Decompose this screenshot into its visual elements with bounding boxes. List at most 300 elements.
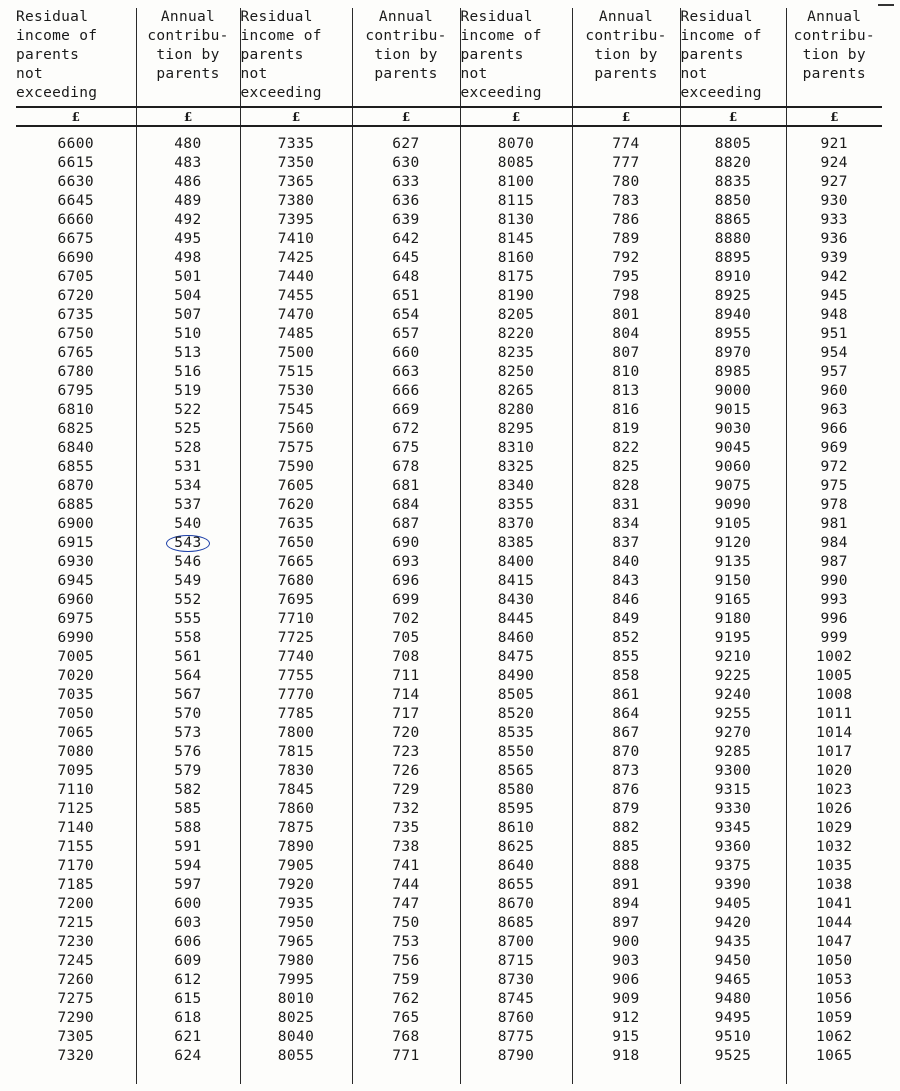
cell-value: 681: [392, 478, 420, 494]
cell-value: 6795: [57, 383, 95, 399]
annual-contribution-cell: [136, 895, 240, 914]
residual-income-cell: [460, 173, 572, 192]
cell-value: 483: [174, 155, 202, 171]
annual-contribution-cell: [786, 990, 882, 1009]
annual-contribution-cell: [572, 553, 680, 572]
residual-income-cell: [460, 382, 572, 401]
residual-income-cell: [680, 990, 786, 1009]
cell-value: 6915: [57, 535, 95, 551]
residual-income-cell: [460, 705, 572, 724]
annual-contribution-cell: [352, 933, 460, 952]
annual-contribution-cell: [352, 800, 460, 819]
cell-value: 7335: [277, 136, 315, 152]
annual-contribution-cell: [352, 192, 460, 211]
residual-income-cell: [16, 230, 136, 249]
table-body: [16, 126, 882, 1084]
cell-value: 8835: [714, 174, 752, 190]
cell-value: 8100: [497, 174, 535, 190]
annual-contribution-cell: [786, 648, 882, 667]
annual-contribution-cell: [352, 534, 460, 553]
annual-contribution-cell: [352, 458, 460, 477]
cell-value: 1008: [815, 687, 853, 703]
annual-contribution-cell: [352, 230, 460, 249]
cell-value: 7320: [57, 1048, 95, 1064]
residual-income-cell: [680, 1047, 786, 1066]
header-annual-contribution-3: Annual contribu- tion by parents: [572, 8, 680, 107]
cell-value: 1047: [815, 934, 853, 950]
cell-value: 9465: [714, 972, 752, 988]
annual-contribution-cell: [786, 914, 882, 933]
cell-value: 573: [174, 725, 202, 741]
cell-value: 873: [612, 763, 640, 779]
residual-income-cell: [460, 135, 572, 154]
residual-income-cell: [16, 800, 136, 819]
cell-value: 8040: [277, 1029, 315, 1045]
annual-contribution-cell: [572, 648, 680, 667]
header-residual-income-3: Residual income of parents not exceeding: [460, 8, 572, 107]
annual-contribution-cell: [352, 743, 460, 762]
annual-contribution-cell: [572, 914, 680, 933]
residual-income-cell: [16, 857, 136, 876]
residual-income-cell: [680, 439, 786, 458]
annual-contribution-cell: [136, 344, 240, 363]
annual-contribution-cell: [136, 192, 240, 211]
residual-income-cell: [680, 211, 786, 230]
cell-value: 8745: [497, 991, 535, 1007]
cell-value: 7755: [277, 668, 315, 684]
annual-contribution-cell: [786, 857, 882, 876]
annual-contribution-cell: [136, 515, 240, 534]
annual-contribution-cell: [572, 268, 680, 287]
cell-value: 852: [612, 630, 640, 646]
cell-value: 9495: [714, 1010, 752, 1026]
annual-contribution-cell: [572, 762, 680, 781]
cell-value: 732: [392, 801, 420, 817]
residual-income-cell: [240, 287, 352, 306]
cell-value: 7410: [277, 231, 315, 247]
cell-value: 8550: [497, 744, 535, 760]
residual-income-cell: [680, 249, 786, 268]
annual-contribution-cell: [352, 895, 460, 914]
residual-income-cell: [680, 686, 786, 705]
cell-value: 636: [392, 193, 420, 209]
annual-contribution-cell: [572, 876, 680, 895]
cell-value: 6885: [57, 497, 95, 513]
annual-contribution-cell: [136, 154, 240, 173]
annual-contribution-cell: [572, 895, 680, 914]
table-row: [16, 914, 882, 933]
table-row: [16, 610, 882, 629]
cell-value: 894: [612, 896, 640, 912]
cell-value: 8370: [497, 516, 535, 532]
table-row: [16, 154, 882, 173]
cell-value: 6615: [57, 155, 95, 171]
annual-contribution-cell: [136, 306, 240, 325]
cell-value: 1041: [815, 896, 853, 912]
cell-value: 513: [174, 345, 202, 361]
cell-value: 597: [174, 877, 202, 893]
annual-contribution-cell: [352, 838, 460, 857]
cell-value: 9105: [714, 516, 752, 532]
cell-value: 8850: [714, 193, 752, 209]
cell-value: 1005: [815, 668, 853, 684]
cell-value: 489: [174, 193, 202, 209]
residual-income-cell: [460, 477, 572, 496]
cell-value: 624: [174, 1048, 202, 1064]
residual-income-cell: [460, 724, 572, 743]
cell-value: 7260: [57, 972, 95, 988]
cell-value: 9015: [714, 402, 752, 418]
annual-contribution-cell: [136, 458, 240, 477]
cell-value: 777: [612, 155, 640, 171]
cell-value: 972: [820, 459, 848, 475]
cell-value: 7860: [277, 801, 315, 817]
cell-value: 9450: [714, 953, 752, 969]
residual-income-cell: [460, 895, 572, 914]
cell-value: 8955: [714, 326, 752, 342]
residual-income-cell: [680, 268, 786, 287]
table-row: [16, 952, 882, 971]
cell-value: 6825: [57, 421, 95, 437]
cell-value: 9480: [714, 991, 752, 1007]
table-row: [16, 515, 882, 534]
residual-income-cell: [680, 154, 786, 173]
cell-value: 948: [820, 307, 848, 323]
residual-income-cell: [240, 629, 352, 648]
cell-value: 579: [174, 763, 202, 779]
cell-value: 846: [612, 592, 640, 608]
residual-income-cell: [240, 1047, 352, 1066]
header-residual-income-2: Residual income of parents not exceeding: [240, 8, 352, 107]
annual-contribution-cell: [572, 686, 680, 705]
cell-value: 7890: [277, 839, 315, 855]
cell-value: 8205: [497, 307, 535, 323]
cell-value: 7695: [277, 592, 315, 608]
cell-value: 9195: [714, 630, 752, 646]
table-row: [16, 933, 882, 952]
cell-value: 1044: [815, 915, 853, 931]
table-row: [16, 1047, 882, 1066]
annual-contribution-cell: [786, 553, 882, 572]
cell-value: 861: [612, 687, 640, 703]
residual-income-cell: [680, 344, 786, 363]
table-row: [16, 420, 882, 439]
cell-value: 9120: [714, 535, 752, 551]
annual-contribution-cell: [352, 971, 460, 990]
residual-income-cell: [240, 306, 352, 325]
residual-income-cell: [680, 363, 786, 382]
cell-value: 891: [612, 877, 640, 893]
residual-income-cell: [16, 534, 136, 553]
residual-income-cell: [240, 268, 352, 287]
cell-value: 6945: [57, 573, 95, 589]
residual-income-cell: [460, 686, 572, 705]
residual-income-cell: [460, 458, 572, 477]
annual-contribution-cell: [786, 230, 882, 249]
annual-contribution-cell: [136, 496, 240, 515]
cell-value: 8070: [497, 136, 535, 152]
cell-value: 7350: [277, 155, 315, 171]
annual-contribution-cell: [572, 971, 680, 990]
table-row: [16, 268, 882, 287]
table-row: [16, 306, 882, 325]
residual-income-cell: [16, 553, 136, 572]
residual-income-cell: [680, 648, 786, 667]
annual-contribution-cell: [572, 952, 680, 971]
cell-value: 8760: [497, 1010, 535, 1026]
residual-income-cell: [460, 306, 572, 325]
table-row: [16, 439, 882, 458]
annual-contribution-cell: [136, 857, 240, 876]
cell-value: 9270: [714, 725, 752, 741]
residual-income-cell: [16, 591, 136, 610]
table-row: [16, 1009, 882, 1028]
cell-value: 6900: [57, 516, 95, 532]
residual-income-cell: [460, 990, 572, 1009]
cell-value: 7635: [277, 516, 315, 532]
cell-value: 6855: [57, 459, 95, 475]
cell-value: 8865: [714, 212, 752, 228]
cell-value: 738: [392, 839, 420, 855]
annual-contribution-cell: [786, 249, 882, 268]
residual-income-cell: [16, 838, 136, 857]
cell-value: 570: [174, 706, 202, 722]
table-row: [16, 800, 882, 819]
cell-value: 699: [392, 592, 420, 608]
cell-value: 7215: [57, 915, 95, 931]
annual-contribution-cell: [786, 458, 882, 477]
residual-income-cell: [240, 724, 352, 743]
annual-contribution-cell: [352, 591, 460, 610]
cell-value: 522: [174, 402, 202, 418]
annual-contribution-cell: [352, 667, 460, 686]
cell-value: 660: [392, 345, 420, 361]
currency-unit: £: [572, 107, 680, 126]
residual-income-cell: [680, 382, 786, 401]
residual-income-cell: [240, 800, 352, 819]
cell-value: 8400: [497, 554, 535, 570]
cell-value: 525: [174, 421, 202, 437]
cell-value: 1011: [815, 706, 853, 722]
residual-income-cell: [460, 439, 572, 458]
cell-value: 7230: [57, 934, 95, 950]
table-row: [16, 876, 882, 895]
cell-value: 855: [612, 649, 640, 665]
annual-contribution-cell: [572, 382, 680, 401]
currency-unit: £: [680, 107, 786, 126]
residual-income-cell: [680, 629, 786, 648]
residual-income-cell: [16, 667, 136, 686]
cell-value: 6750: [57, 326, 95, 342]
annual-contribution-cell: [136, 762, 240, 781]
table-row: [16, 591, 882, 610]
cell-value: 606: [174, 934, 202, 950]
circled-contribution-cell: [136, 534, 240, 553]
cell-value: 8505: [497, 687, 535, 703]
cell-value: 6930: [57, 554, 95, 570]
cell-value: 687: [392, 516, 420, 532]
residual-income-cell: [240, 1028, 352, 1047]
residual-income-cell: [16, 724, 136, 743]
annual-contribution-cell: [572, 496, 680, 515]
residual-income-cell: [16, 458, 136, 477]
annual-contribution-cell: [786, 477, 882, 496]
cell-value: 8715: [497, 953, 535, 969]
cell-value: 9255: [714, 706, 752, 722]
cell-value: 708: [392, 649, 420, 665]
residual-income-cell: [240, 895, 352, 914]
cell-value: 8010: [277, 991, 315, 1007]
cell-value: 7470: [277, 307, 315, 323]
annual-contribution-cell: [136, 325, 240, 344]
annual-contribution-cell: [352, 686, 460, 705]
cell-value: 864: [612, 706, 640, 722]
annual-contribution-cell: [352, 857, 460, 876]
residual-income-cell: [240, 838, 352, 857]
cell-value: 771: [392, 1048, 420, 1064]
annual-contribution-cell: [352, 363, 460, 382]
cell-value: 7125: [57, 801, 95, 817]
cell-value: 7545: [277, 402, 315, 418]
annual-contribution-cell: [136, 1028, 240, 1047]
residual-income-cell: [680, 800, 786, 819]
cell-value: 7995: [277, 972, 315, 988]
annual-contribution-cell: [786, 173, 882, 192]
residual-income-cell: [16, 572, 136, 591]
cell-value: 7140: [57, 820, 95, 836]
annual-contribution-cell: [352, 249, 460, 268]
annual-contribution-cell: [572, 629, 680, 648]
cell-value: 8235: [497, 345, 535, 361]
cell-value: 753: [392, 934, 420, 950]
annual-contribution-cell: [352, 344, 460, 363]
annual-contribution-cell: [786, 933, 882, 952]
cell-value: 498: [174, 250, 202, 266]
cell-value: 507: [174, 307, 202, 323]
residual-income-cell: [16, 135, 136, 154]
cell-value: 969: [820, 440, 848, 456]
annual-contribution-cell: [352, 610, 460, 629]
cell-value: 717: [392, 706, 420, 722]
annual-contribution-cell: [572, 591, 680, 610]
cell-value: 6960: [57, 592, 95, 608]
cell-value: 744: [392, 877, 420, 893]
residual-income-cell: [16, 420, 136, 439]
cell-value: 723: [392, 744, 420, 760]
residual-income-cell: [680, 591, 786, 610]
annual-contribution-cell: [352, 762, 460, 781]
annual-contribution-cell: [786, 344, 882, 363]
residual-income-cell: [240, 192, 352, 211]
residual-income-cell: [240, 933, 352, 952]
cell-value: 876: [612, 782, 640, 798]
residual-income-cell: [460, 1009, 572, 1028]
annual-contribution-cell: [352, 781, 460, 800]
residual-income-cell: [460, 933, 572, 952]
residual-income-cell: [240, 990, 352, 1009]
cell-value: 651: [392, 288, 420, 304]
cell-value: 7065: [57, 725, 95, 741]
residual-income-cell: [680, 515, 786, 534]
cell-value: 8940: [714, 307, 752, 323]
cell-value: 621: [174, 1029, 202, 1045]
annual-contribution-cell: [786, 1009, 882, 1028]
currency-unit: £: [786, 107, 882, 126]
cell-value: 7170: [57, 858, 95, 874]
cell-value: 897: [612, 915, 640, 931]
residual-income-cell: [460, 591, 572, 610]
cell-value: 504: [174, 288, 202, 304]
cell-value: 999: [820, 630, 848, 646]
annual-contribution-cell: [352, 268, 460, 287]
cell-value: 8610: [497, 820, 535, 836]
annual-contribution-cell: [136, 819, 240, 838]
cell-value: 9240: [714, 687, 752, 703]
residual-income-cell: [16, 876, 136, 895]
cell-value: 7680: [277, 573, 315, 589]
annual-contribution-cell: [786, 572, 882, 591]
annual-contribution-cell: [352, 724, 460, 743]
cell-value: 840: [612, 554, 640, 570]
residual-income-cell: [460, 268, 572, 287]
cell-value: 618: [174, 1010, 202, 1026]
cell-value: 8580: [497, 782, 535, 798]
annual-contribution-cell: [136, 287, 240, 306]
cell-value: 858: [612, 668, 640, 684]
cell-value: 6990: [57, 630, 95, 646]
annual-contribution-cell: [786, 686, 882, 705]
residual-income-cell: [240, 781, 352, 800]
residual-income-cell: [240, 857, 352, 876]
cell-value: 936: [820, 231, 848, 247]
annual-contribution-cell: [136, 211, 240, 230]
residual-income-cell: [16, 154, 136, 173]
cell-value: 729: [392, 782, 420, 798]
residual-income-cell: [240, 477, 352, 496]
residual-income-cell: [240, 249, 352, 268]
cell-value: 666: [392, 383, 420, 399]
residual-income-cell: [680, 762, 786, 781]
residual-income-cell: [460, 838, 572, 857]
cell-value: 822: [612, 440, 640, 456]
table-row: [16, 724, 882, 743]
residual-income-cell: [16, 781, 136, 800]
cell-value: 783: [612, 193, 640, 209]
residual-income-cell: [460, 534, 572, 553]
residual-income-cell: [240, 591, 352, 610]
annual-contribution-cell: [572, 667, 680, 686]
cell-value: 909: [612, 991, 640, 1007]
annual-contribution-cell: [786, 762, 882, 781]
cell-value: 552: [174, 592, 202, 608]
cell-value: 8220: [497, 326, 535, 342]
cell-value: 6645: [57, 193, 95, 209]
cell-value: 546: [174, 554, 202, 570]
annual-contribution-cell: [352, 382, 460, 401]
annual-contribution-cell: [786, 1047, 882, 1066]
cell-value: 510: [174, 326, 202, 342]
cell-value: 1062: [815, 1029, 853, 1045]
residual-income-cell: [460, 344, 572, 363]
residual-income-cell: [240, 211, 352, 230]
cell-value: 7905: [277, 858, 315, 874]
annual-contribution-cell: [786, 1028, 882, 1047]
cell-value: 8535: [497, 725, 535, 741]
residual-income-cell: [16, 819, 136, 838]
residual-income-cell: [240, 876, 352, 895]
cell-value: 996: [820, 611, 848, 627]
cell-value: 7455: [277, 288, 315, 304]
